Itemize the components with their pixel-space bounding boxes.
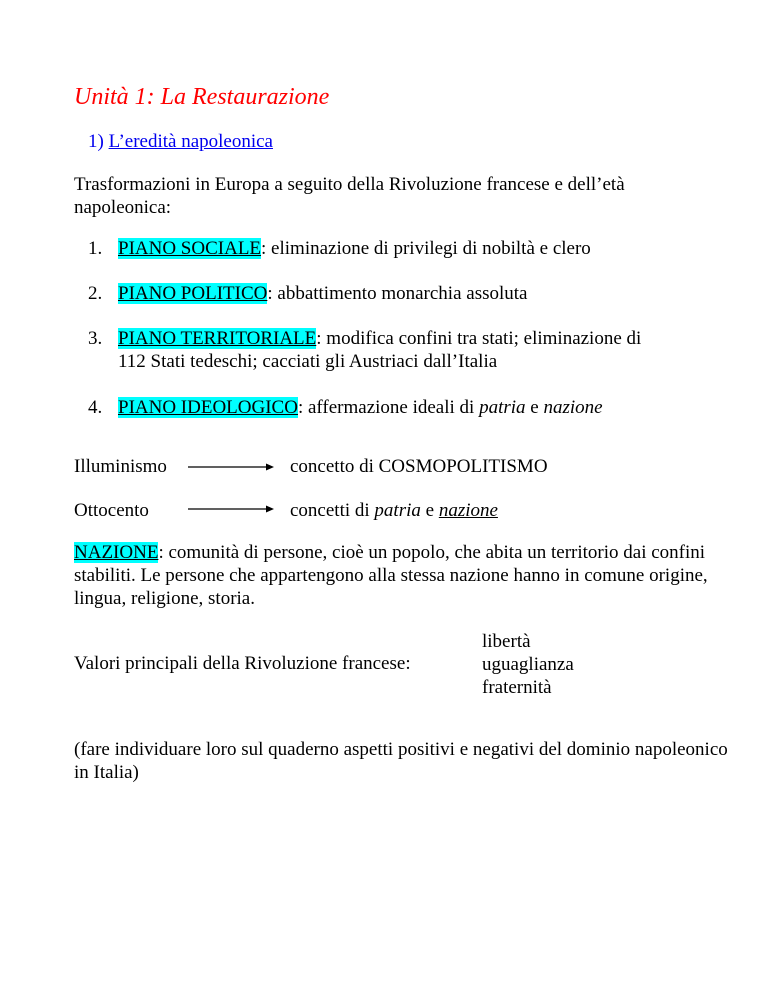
concept-text: concetto di COSMOPOLITISMO — [290, 456, 548, 477]
list-item: 2. PIANO POLITICO: abbattimento monarchia assoluta — [88, 283, 528, 304]
highlight-key: PIANO IDEOLOGICO — [118, 397, 298, 418]
highlight-key: PIANO SOCIALE — [118, 238, 262, 259]
nazione-definition: NAZIONE: comunità di persone, cioè un popolo, che abita un territorio dai confini stabiliti. Le persone che appartengono alla stessa nazione hanno in comune origine, lingua, religione, storia. — [74, 542, 708, 609]
section-number: 1) — [88, 131, 104, 152]
unit-title: Unità 1: La Restaurazione — [74, 84, 330, 110]
highlight-key: PIANO POLITICO — [118, 283, 268, 304]
arrow-right-icon — [188, 503, 274, 515]
section-heading — [88, 131, 273, 153]
highlight-key: NAZIONE — [74, 542, 159, 563]
intro-paragraph: Trasformazioni in Europa a seguito della Rivoluzione francese e dell’età napoleonica: — [74, 174, 625, 218]
section-label[interactable]: L’eredità napoleonica — [108, 131, 273, 152]
concept-label: Illuminismo — [74, 456, 167, 477]
arrow-right-icon — [188, 461, 274, 473]
concept-text: concetti di patria e nazione — [290, 500, 498, 521]
value-item: uguaglianza — [482, 654, 574, 675]
values-label: Valori principali della Rivoluzione francese: — [74, 653, 411, 674]
list-item: 1. PIANO SOCIALE: eliminazione di privilegi di nobiltà e clero — [88, 238, 591, 259]
values-list — [482, 630, 574, 699]
list-item: 3. PIANO TERRITORIALE: modifica confini tra stati; eliminazione di 112 Stati tedeschi; cacciati gli Austriaci dall’Italia — [88, 328, 642, 372]
highlight-key: PIANO TERRITORIALE — [118, 328, 317, 349]
list-item: 4. PIANO IDEOLOGICO: affermazione ideali di patria e nazione — [88, 397, 603, 418]
value-item: libertà — [482, 631, 531, 652]
concept-label: Ottocento — [74, 500, 149, 521]
value-item: fraternità — [482, 677, 552, 698]
note-paragraph: (fare individuare loro sul quaderno aspetti positivi e negativi del dominio napoleonico in Italia) — [74, 739, 728, 783]
